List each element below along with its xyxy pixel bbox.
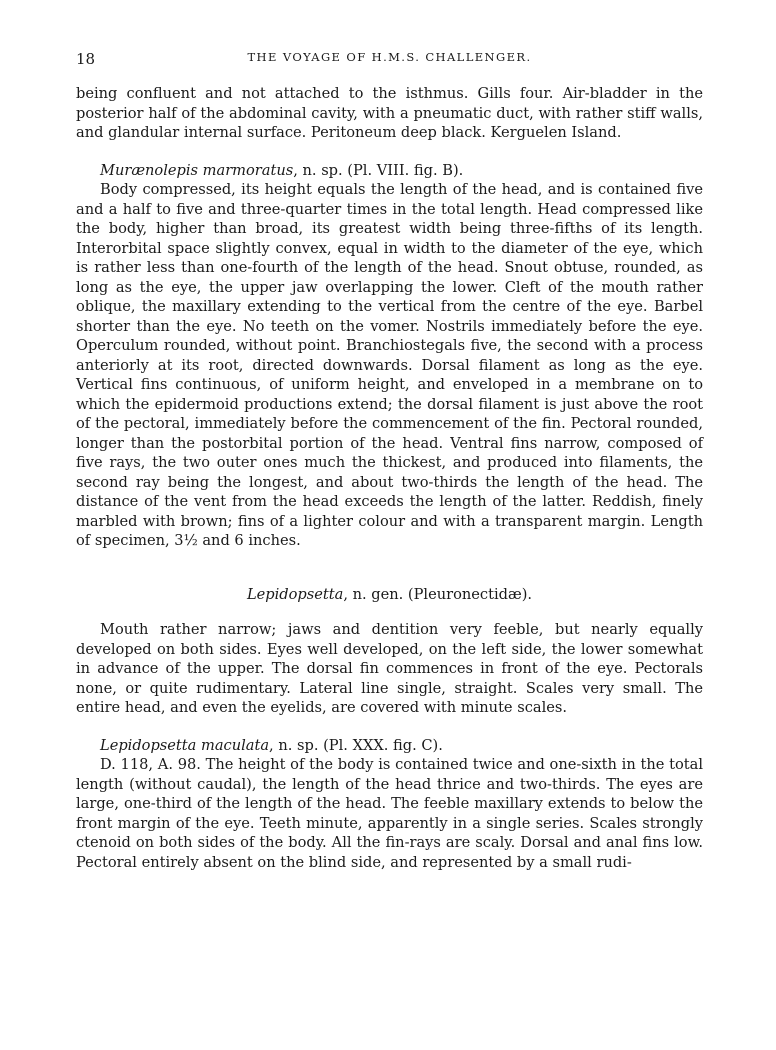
body-text xyxy=(76,84,703,872)
page-header xyxy=(76,46,703,66)
species-reference: , n. sp. (Pl. XXX. fig. C). xyxy=(269,736,443,754)
species-name: Murænolepis marmoratus xyxy=(100,161,294,179)
species-heading-lepidopsetta-maculata xyxy=(76,736,703,756)
genus-name: Lepidopsetta xyxy=(246,585,344,603)
species-name: Lepidopsetta maculata xyxy=(100,736,270,754)
species-heading-muraenolepis xyxy=(76,161,703,181)
page-number: 18 xyxy=(76,50,96,68)
genus-description: Mouth rather narrow; jaws and dentition very feeble, but nearly equally developed on both sides. Eyes well developed, on the left side, the lower somewhat in advance of the upper. The dorsal fin commences in front of the eye. Pectorals none, or quite rudimentary. Lateral line single, straight. Scales very small. The entire head, and even the eyelids, are covered with minute scales. xyxy=(76,621,703,716)
running-title: THE VOYAGE OF H.M.S. CHALLENGER. xyxy=(247,50,532,64)
species-description-lepidopsetta-maculata: D. 118, A. 98. The height of the body is contained twice and one-sixth in the total length (without caudal), the length of the head thrice and two-thirds. The eyes are large, one-third of the length of the head. The feeble maxillary extends to below the front margin of the eye. Teeth minute, apparently in a single series. Scales strongly ctenoid on both sides of the body. All the fin-rays are scaly. Dorsal and anal fins low. Pectoral entirely absent on the blind side, and represented by a small rudi- xyxy=(76,756,703,871)
species-reference: , n. sp. (Pl. VIII. fig. B). xyxy=(293,161,464,179)
continuation-paragraph: being confluent and not attached to the isthmus. Gills four. Air-bladder in the posterior half of the abdominal cavity, with a pneumatic duct, with rather stiff walls, and glandular internal surface. Peritoneum deep black. Kerguelen Island. xyxy=(76,85,703,141)
species-description-muraenolepis: Body compressed, its height equals the length of the head, and is contained five and a half to five and three-quarter times in the total length. Head compressed like the body, higher than broad, its greatest width being three-fifths of its length. Interorbital space slightly convex, equal in width to the diameter of the eye, which is rather less than one-fourth of the length of the head. Snout obtuse, rounded, as long as the eye, the upper jaw overlapping the lower. Cleft of the mouth rather oblique, the maxillary extending to the vertical from the centre of the eye. Barbel shorter than the eye. No teeth on the vomer. Nostrils immediately before the eye. Operculum rounded, without point. Branchiostegals five, the second with a process anteriorly at its root, directed downwards. Dorsal filament as long as the eye. Vertical fins continuous, of uniform height, and enveloped in a membrane on to which the epidermoid productions extend; the dorsal filament is just above the root of the pectoral, immediately before the commencement of the fin. Pectoral rounded, longer than the postorbital portion of the head. Ventral fins narrow, composed of five rays, the two outer ones much the thickest, and produced into filaments, the second ray being the longest, and about two-thirds the length of the head. The distance of the vent from the head exceeds the length of the latter. Reddish, finely marbled with brown; fins of a lighter colour and with a transparent margin. Length of specimen, 3½ and 6 inches. xyxy=(76,181,703,549)
genus-heading-lepidopsetta xyxy=(76,585,703,605)
genus-family: , n. gen. (Pleuronectidæ). xyxy=(343,585,533,603)
